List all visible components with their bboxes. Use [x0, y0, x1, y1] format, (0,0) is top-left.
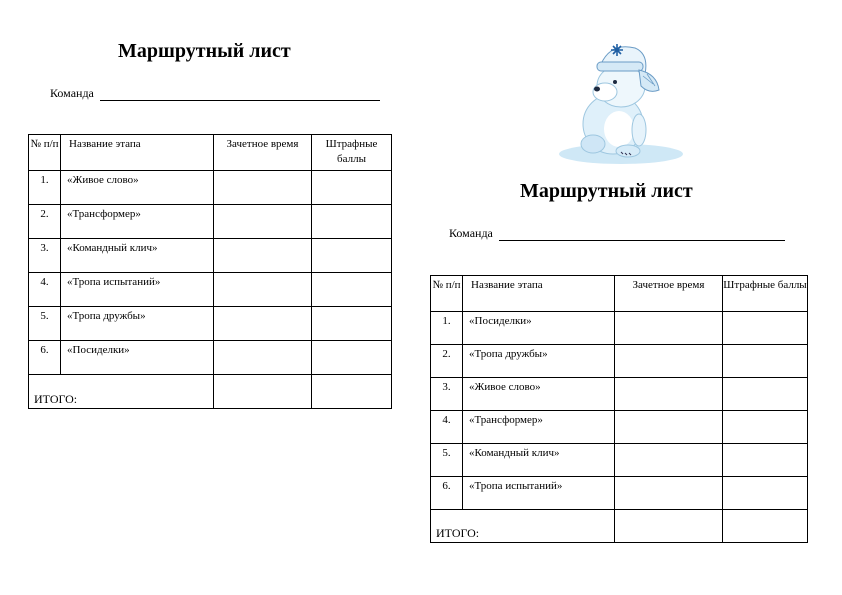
row-num: 6. — [29, 341, 61, 375]
row-num: 4. — [29, 273, 61, 307]
table-row — [431, 411, 808, 444]
table-row — [29, 171, 392, 205]
row-time-cell[interactable] — [615, 411, 723, 444]
row-penalty-cell[interactable] — [312, 307, 392, 341]
row-penalty-cell[interactable] — [312, 171, 392, 205]
row-stage: «Посиделки» — [463, 312, 615, 345]
header-num: № п/п — [431, 276, 463, 312]
row-penalty-cell[interactable] — [723, 345, 808, 378]
row-stage: «Тропа дружбы» — [463, 345, 615, 378]
total-penalty-cell[interactable] — [312, 375, 392, 409]
row-num: 1. — [431, 312, 463, 345]
row-penalty-cell[interactable] — [723, 312, 808, 345]
sheet2-title: Маршрутный лист — [520, 180, 693, 202]
row-penalty-cell[interactable] — [312, 341, 392, 375]
header-time: Зачетное время — [615, 276, 723, 312]
row-stage: «Командный клич» — [61, 239, 214, 273]
header-penalty: Штрафные баллы — [723, 276, 808, 312]
row-time-cell[interactable] — [214, 307, 312, 341]
row-stage: «Тропа испытаний» — [463, 477, 615, 510]
row-time-cell[interactable] — [615, 477, 723, 510]
row-penalty-cell[interactable] — [312, 205, 392, 239]
total-label: ИТОГО: — [29, 375, 214, 409]
row-num: 1. — [29, 171, 61, 205]
table-row — [431, 312, 808, 345]
row-num: 5. — [29, 307, 61, 341]
table-row — [431, 444, 808, 477]
row-num: 2. — [431, 345, 463, 378]
table-total-row — [29, 375, 392, 409]
table-header-row — [431, 276, 808, 312]
sheet1-title: Маршрутный лист — [118, 40, 291, 62]
row-num: 3. — [431, 378, 463, 411]
total-penalty-cell[interactable] — [723, 510, 808, 543]
row-stage: «Трансформер» — [463, 411, 615, 444]
row-time-cell[interactable] — [615, 378, 723, 411]
table-row — [29, 205, 392, 239]
row-stage: «Посиделки» — [61, 341, 214, 375]
row-stage: «Живое слово» — [463, 378, 615, 411]
row-stage: «Живое слово» — [61, 171, 214, 205]
row-time-cell[interactable] — [214, 171, 312, 205]
header-num: № п/п — [29, 135, 61, 171]
sheet1-team-input-line[interactable] — [100, 90, 380, 101]
sheet1-route-table — [28, 134, 392, 409]
row-stage: «Тропа испытаний» — [61, 273, 214, 307]
sheet2-team-field[interactable] — [449, 226, 785, 241]
row-stage: «Командный клич» — [463, 444, 615, 477]
table-row — [431, 477, 808, 510]
sheet2-team-label: Команда — [449, 226, 493, 240]
sheet1-team-label: Команда — [50, 86, 94, 100]
table-row — [29, 341, 392, 375]
row-time-cell[interactable] — [214, 239, 312, 273]
sheet2-team-input-line[interactable] — [499, 230, 785, 241]
row-stage: «Трансформер» — [61, 205, 214, 239]
row-time-cell[interactable] — [214, 273, 312, 307]
header-stage: Название этапа — [61, 135, 214, 171]
row-num: 3. — [29, 239, 61, 273]
table-row — [431, 345, 808, 378]
header-time: Зачетное время — [214, 135, 312, 171]
table-total-row — [431, 510, 808, 543]
row-penalty-cell[interactable] — [723, 477, 808, 510]
header-stage: Название этапа — [463, 276, 615, 312]
row-time-cell[interactable] — [214, 205, 312, 239]
sheet2-route-table — [430, 275, 808, 543]
row-penalty-cell[interactable] — [723, 411, 808, 444]
row-time-cell[interactable] — [615, 444, 723, 477]
row-num: 2. — [29, 205, 61, 239]
row-time-cell[interactable] — [615, 345, 723, 378]
row-time-cell[interactable] — [615, 312, 723, 345]
total-time-cell[interactable] — [615, 510, 723, 543]
polar-bear-cub-in-winter-hat-icon — [553, 34, 683, 166]
header-penalty: Штрафные баллы — [312, 135, 392, 171]
row-penalty-cell[interactable] — [723, 444, 808, 477]
total-label: ИТОГО: — [431, 510, 615, 543]
row-penalty-cell[interactable] — [723, 378, 808, 411]
total-time-cell[interactable] — [214, 375, 312, 409]
row-time-cell[interactable] — [214, 341, 312, 375]
row-stage: «Тропа дружбы» — [61, 307, 214, 341]
table-row — [29, 307, 392, 341]
table-row — [29, 273, 392, 307]
row-penalty-cell[interactable] — [312, 239, 392, 273]
row-num: 6. — [431, 477, 463, 510]
row-num: 5. — [431, 444, 463, 477]
row-num: 4. — [431, 411, 463, 444]
table-header-row — [29, 135, 392, 171]
row-penalty-cell[interactable] — [312, 273, 392, 307]
table-row — [29, 239, 392, 273]
table-row — [431, 378, 808, 411]
sheet1-team-field[interactable] — [50, 86, 380, 101]
